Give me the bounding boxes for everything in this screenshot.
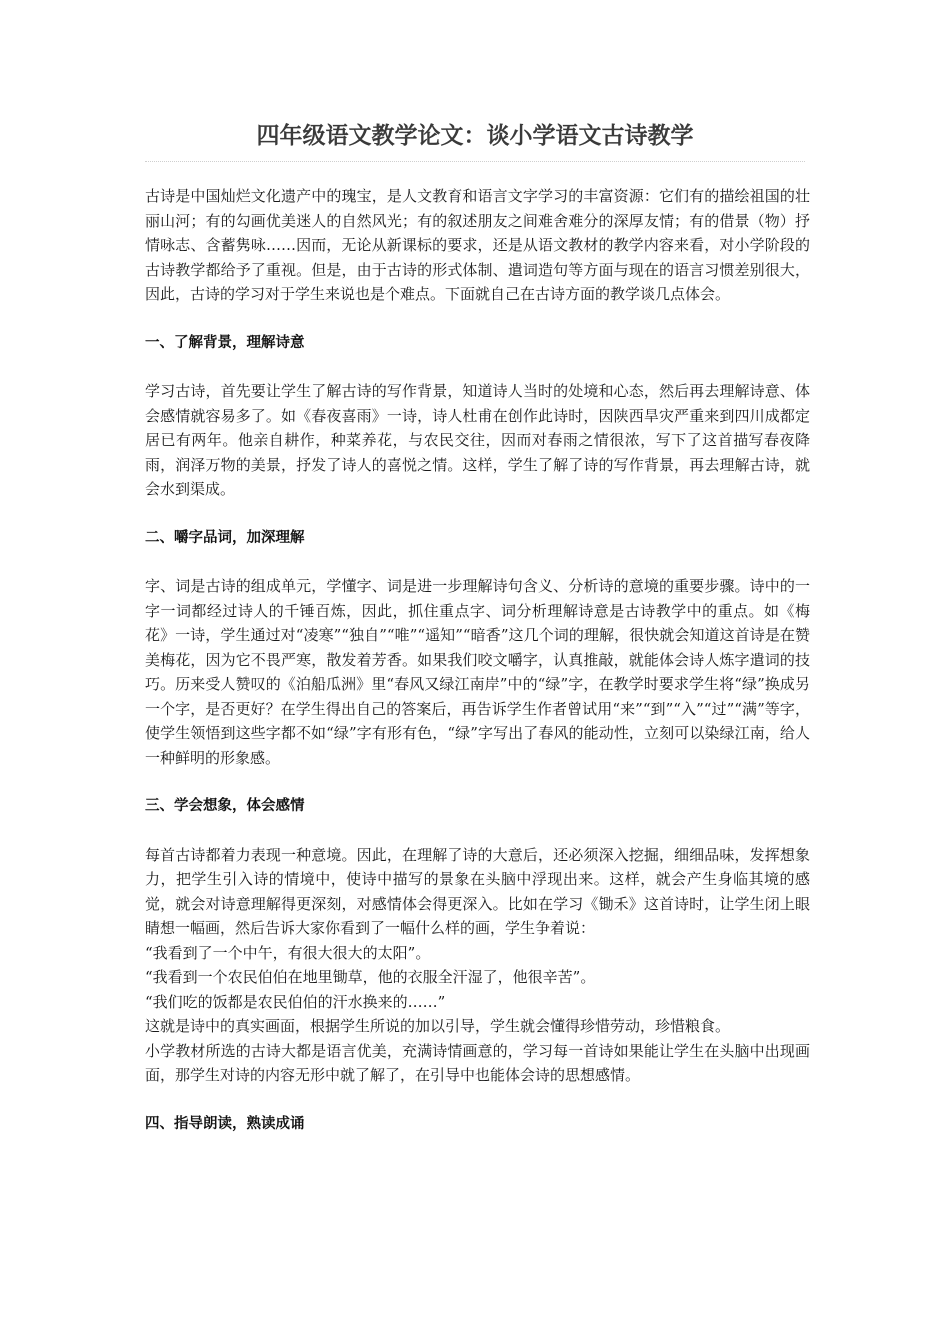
student-quote-1: “我看到了一个中午，有很大很大的太阳”。	[145, 943, 431, 962]
section-heading-4: 四、指导朗读，熟读成诵	[145, 1115, 305, 1132]
student-quote-3: “我们吃的饭都是农民伯伯的汗水换来的……”	[145, 992, 446, 1011]
title-divider	[145, 161, 805, 162]
document-body	[145, 184, 810, 1160]
section-body-2: 字、词是古诗的组成单元，学懂字、词是进一步理解诗句含义、分析诗的意境的重要步骤。诗中的一字一词都经过诗人的千锤百炼，因此，抓住重点字、词分析理解诗意是古诗教学中的重点。如《梅花》一诗，学生通过对“凌寒”“独自”“唯”“遥知”“暗香”这几个词的理解，很快就会知道这首诗是在赞美梅花，因为它不畏严寒，散发着芳香。如果我们咬文嚼字，认真推敲，就能体会诗人炼字遣词的技巧。历来受人赞叹的《泊船瓜洲》里“春风又绿江南岸”中的“绿”字，在教学时要求学生将“绿”换成另一个字，是否更好？在学生得出自己的答案后，再告诉学生作者曾试用“来”“到”“入”“过”“满”等字，使学生领悟到这些字都不如“绿”字有形有色，“绿”字写出了春风的能动性，立刻可以染绿江南，给人一种鲜明的形象感。	[145, 577, 810, 767]
section-body-1: 学习古诗，首先要让学生了解古诗的写作背景，知道诗人当时的处境和心态，然后再去理解诗意、体会感情就容易多了。如《春夜喜雨》一诗，诗人杜甫在创作此诗时，因陕西旱灾严重来到四川成都定居已有两年。他亲自耕作，种菜养花，与农民交往，因而对春雨之情很浓，写下了这首描写春夜降雨，润泽万物的美景，抒发了诗人的喜悦之情。这样，学生了解了诗的写作背景，再去理解古诗，就会水到渠成。	[145, 382, 810, 498]
section-heading-1: 一、了解背景，理解诗意	[145, 334, 305, 351]
student-quote-2: “我看到一个农民伯伯在地里锄草，他的衣服全汗湿了，他很辛苦”。	[145, 968, 596, 986]
section-heading-3: 三、学会想象，体会感情	[145, 798, 305, 814]
section-3-closing-2: 小学教材所选的古诗大都是语言优美，充满诗情画意的，学习每一首诗如果能让学生在头脑中出现画面，那学生对诗的内容无形中就了解了，在引导中也能体会诗的思想感情。	[145, 1041, 810, 1084]
section-heading-2: 二、嚼字品词，加深理解	[145, 529, 305, 546]
section-3-closing-1: 这就是诗中的真实画面，根据学生所说的加以引导，学生就会懂得珍惜劳动，珍惜粮食。	[145, 1017, 731, 1035]
intro-paragraph: 古诗是中国灿烂文化遗产中的瑰宝，是人文教育和语言文字学习的丰富资源：它们有的描绘祖国的壮丽山河；有的勾画优美迷人的自然风光；有的叙述朋友之间难舍难分的深厚友情；有的借景（物）抒情咏志、含蓄隽咏……因而，无论从新课标的要求，还是从语文教材的教学内容来看，对小学阶段的古诗教学都给予了重视。但是，由于古诗的形式体制、遣词造句等方面与现在的语言习惯差别很大，因此，古诗的学习对于学生来说也是个难点。下面就自己在古诗方面的教学谈几点体会。	[145, 187, 810, 303]
document-title: 四年级语文教学论文：谈小学语文古诗教学	[256, 123, 694, 149]
section-3-text: 每首古诗都着力表现一种意境。因此，在理解了诗的大意后，还必须深入挖掘，细细品味，发挥想象力，把学生引入诗的情境中，使诗中描写的景象在头脑中浮现出来。这样，就会产生身临其境的感觉，就会对诗意理解得更深刻，对感情体会得更深入。比如在学习《锄禾》这首诗时，让学生闭上眼睛想一幅画，然后告诉大家你看到了一幅什么样的画，学生争着说：	[145, 845, 810, 937]
section-body-3	[145, 843, 810, 1088]
